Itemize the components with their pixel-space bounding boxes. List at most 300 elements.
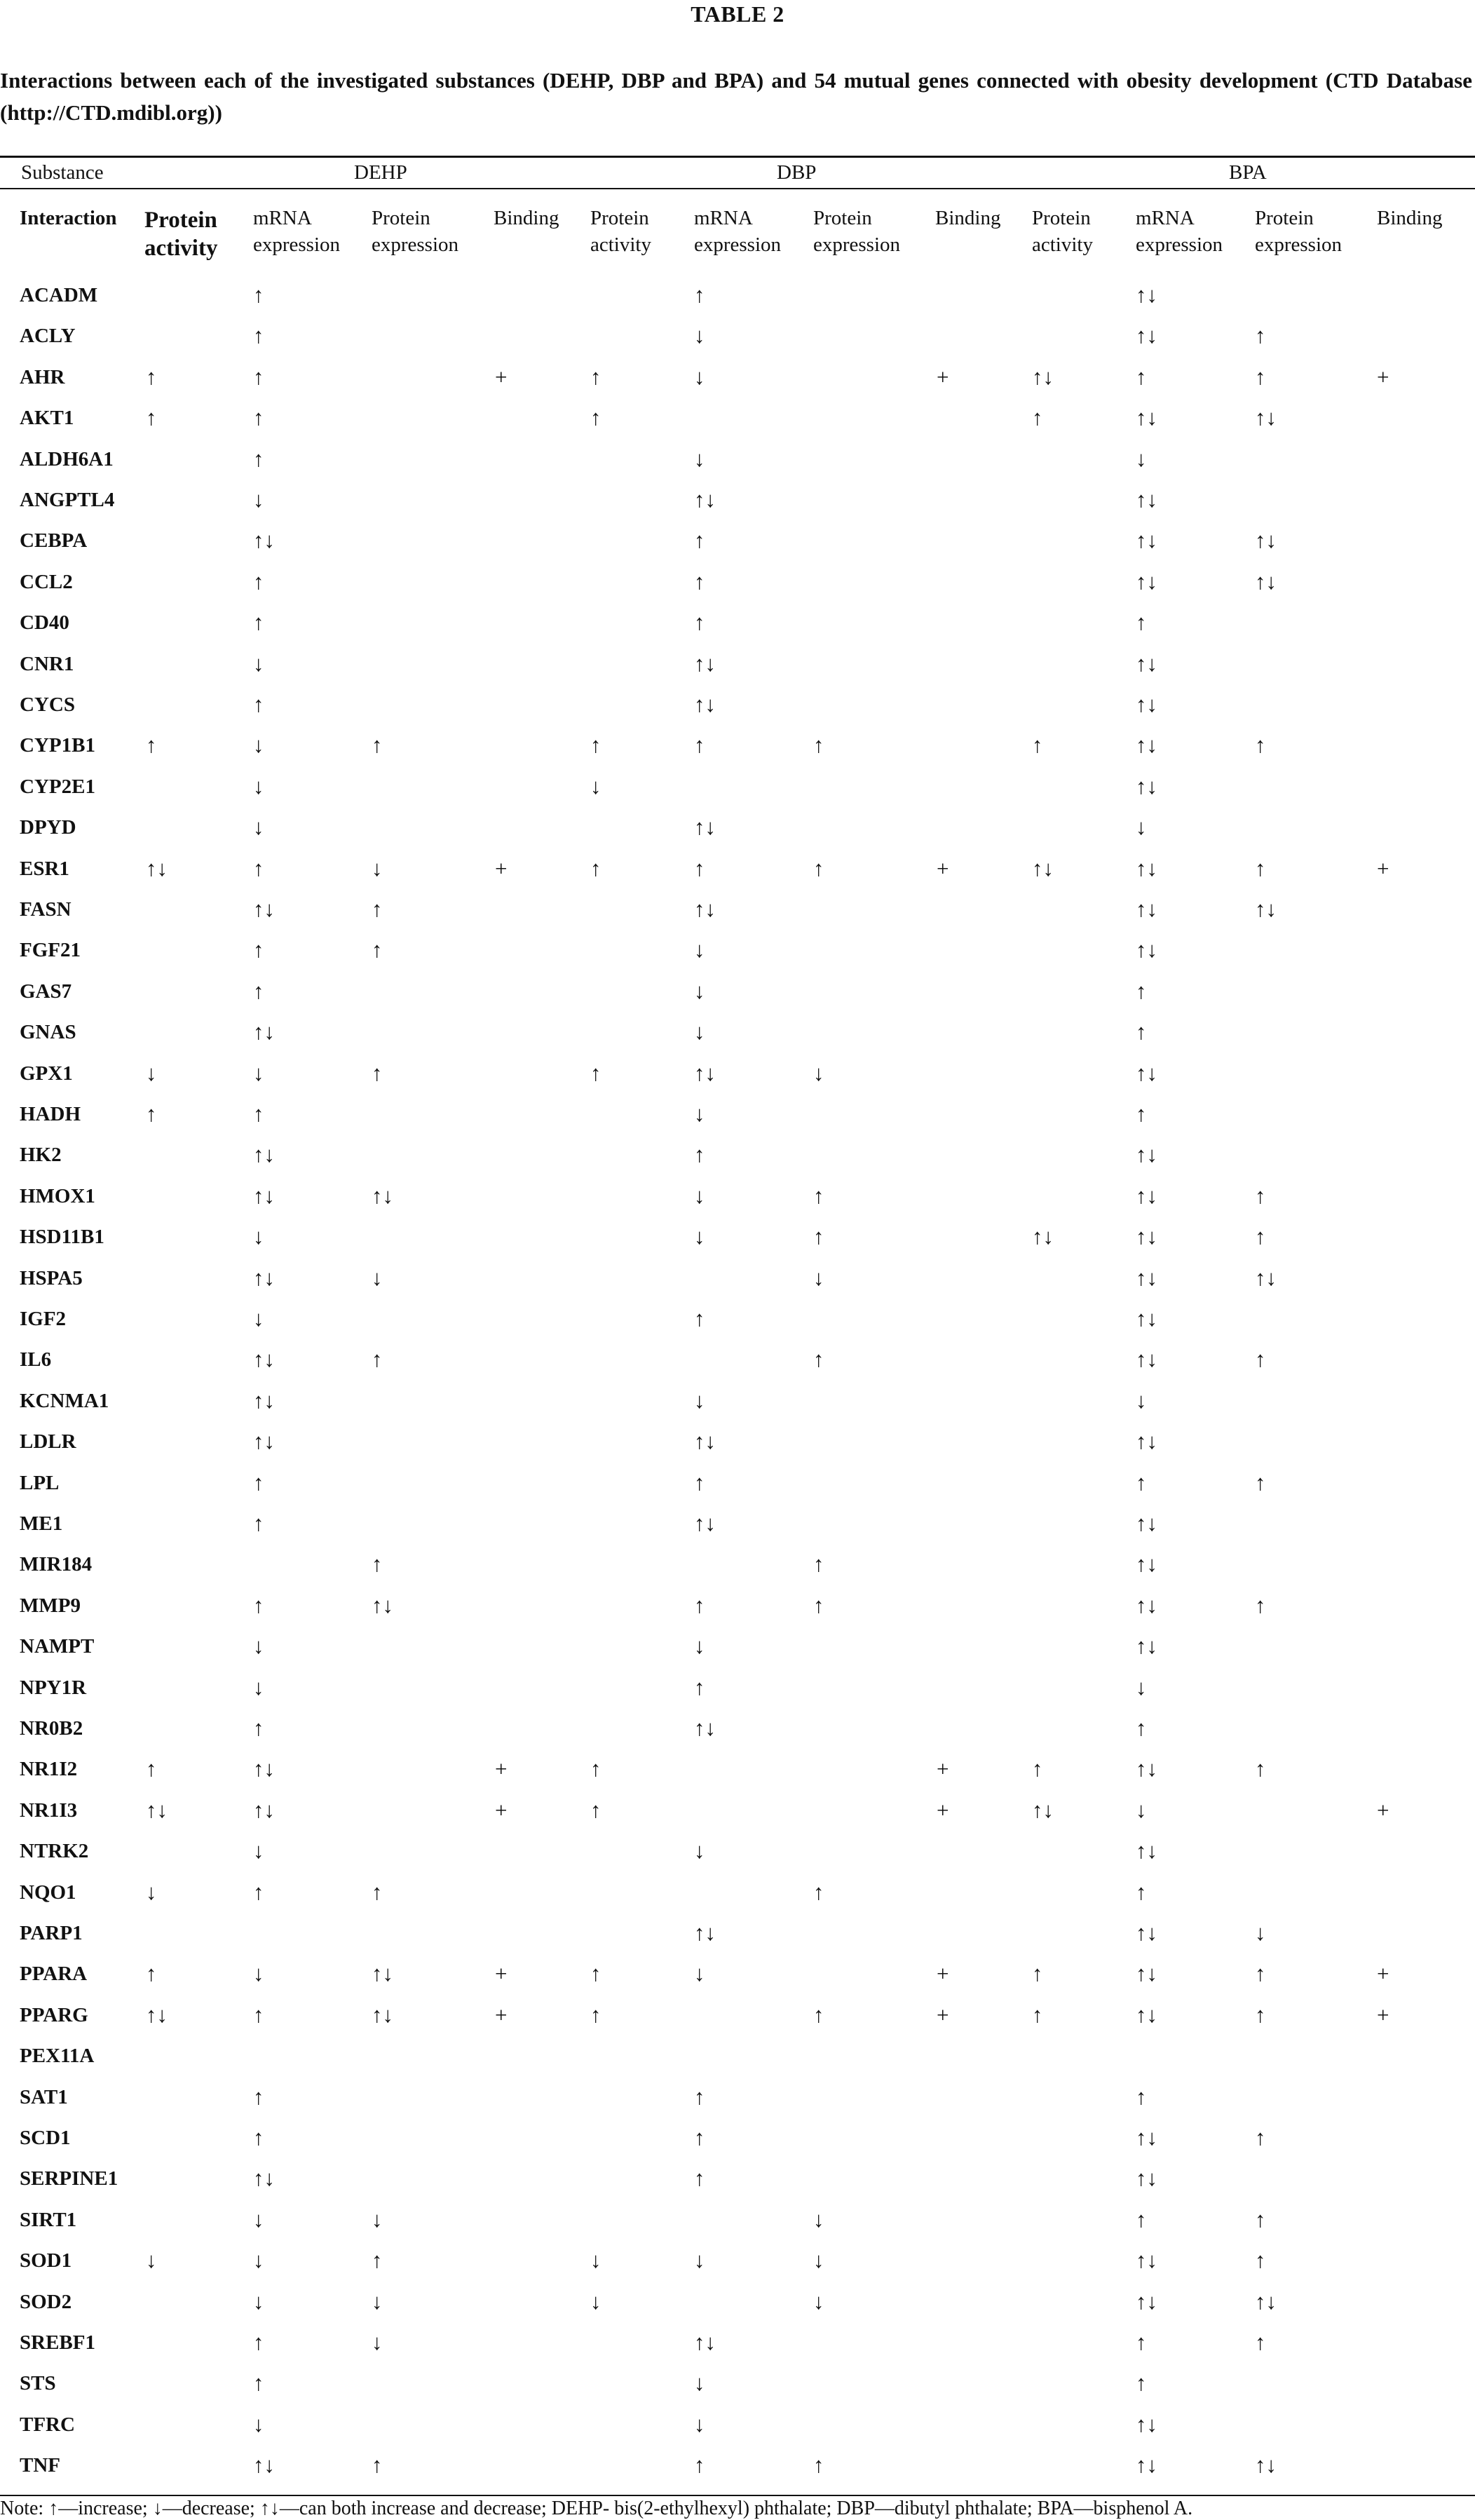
- table-cell: ↑↓: [1032, 1224, 1054, 1249]
- gene-name: FASN: [20, 898, 72, 921]
- table-row: [0, 1995, 1475, 2035]
- group-header-dbp: DBP: [777, 161, 817, 184]
- table-cell: ↓: [590, 2289, 601, 2314]
- table-cell: ↑: [1255, 2002, 1266, 2027]
- table-cell: ↑↓: [1136, 897, 1157, 921]
- table-cell: ↑: [253, 692, 264, 717]
- table-cell: ↓: [253, 487, 264, 512]
- table-cell: ↑: [253, 937, 264, 963]
- table-cell: ↑↓: [253, 2453, 275, 2478]
- table-cell: ↑: [253, 1102, 264, 1126]
- gene-name: NAMPT: [20, 1635, 95, 1658]
- table-cell: ↑↓: [1136, 1552, 1157, 1577]
- table-row: [0, 480, 1475, 520]
- table-cell: ↑: [813, 855, 824, 881]
- table-cell: ↓: [253, 2411, 264, 2437]
- table-cell: ↑↓: [1136, 2411, 1157, 2437]
- table-cell: ↑: [694, 2084, 705, 2109]
- table-cell: ↑: [694, 2125, 705, 2150]
- table-cell: ↑↓: [1136, 1838, 1157, 1864]
- table-cell: ↑: [1136, 364, 1147, 389]
- table-cell: ↑: [253, 610, 264, 635]
- table-cell: +: [495, 855, 508, 881]
- table-cell: ↑: [590, 364, 601, 389]
- table-row: [0, 398, 1475, 438]
- table-cell: ↑: [253, 1511, 264, 1536]
- table-cell: ↑: [146, 733, 157, 758]
- table-cell: ↑: [1136, 1019, 1147, 1045]
- table-cell: ↑↓: [253, 1388, 275, 1413]
- table-cell: ↑↓: [1136, 1224, 1157, 1249]
- table-cell: ↑↓: [1032, 364, 1054, 389]
- gene-name: LPL: [20, 1471, 60, 1494]
- table-cell: ↓: [253, 733, 264, 758]
- table-cell: ↑: [1136, 978, 1147, 1003]
- table-cell: ↑: [813, 1879, 824, 1904]
- gene-name: KCNMA1: [20, 1389, 109, 1412]
- table-cell: ↑: [1255, 2207, 1266, 2232]
- table-row: [0, 2240, 1475, 2281]
- table-row: [0, 2035, 1475, 2076]
- table-cell: ↑↓: [1136, 692, 1157, 717]
- table-cell: ↑↓: [694, 897, 716, 921]
- table-cell: ↑↓: [146, 855, 168, 881]
- gene-name: HSPA5: [20, 1266, 83, 1289]
- gene-name: PPARA: [20, 1963, 88, 1986]
- table-cell: ↑↓: [1136, 2453, 1157, 2478]
- table-cell: ↓: [694, 1388, 705, 1413]
- table-cell: ↓: [253, 1306, 264, 1331]
- table-cell: ↑↓: [1136, 855, 1157, 881]
- table-cell: ↑↓: [1136, 937, 1157, 963]
- col-header-dehp-mrna-expression: mRNA expression: [253, 207, 341, 256]
- table-cell: ↑↓: [694, 692, 716, 717]
- table-cell: ↑: [1136, 1879, 1147, 1904]
- table-cell: ↑: [1255, 855, 1266, 881]
- gene-name: AHR: [20, 365, 65, 388]
- table-cell: ↑↓: [1136, 1060, 1157, 1085]
- gene-name: CCL2: [20, 570, 73, 593]
- gene-name: SAT1: [20, 2085, 68, 2108]
- table-cell: ↑↓: [1136, 528, 1157, 553]
- table-row: [0, 1708, 1475, 1749]
- table-cell: ↑: [813, 2453, 824, 2478]
- table-cell: ↑: [1136, 2330, 1147, 2355]
- table-cell: ↑↓: [1136, 2166, 1157, 2191]
- table-cell: ↑↓: [253, 1019, 275, 1045]
- gene-name: ALDH6A1: [20, 447, 114, 470]
- table-row: [0, 1421, 1475, 1462]
- table-row: [0, 275, 1475, 316]
- table-cell: ↑: [590, 1797, 601, 1822]
- table-cell: ↑↓: [1136, 733, 1157, 758]
- gene-name: PARP1: [20, 1922, 83, 1944]
- table-cell: ↑↓: [253, 1265, 275, 1290]
- table-cell: ↓: [1136, 1797, 1147, 1822]
- table-cell: ↑: [1255, 1347, 1266, 1372]
- table-row: [0, 2404, 1475, 2445]
- gene-name: ACADM: [20, 284, 98, 306]
- gene-name: HSD11B1: [20, 1226, 104, 1249]
- table-cell: ↓: [253, 1961, 264, 1986]
- table-cell: ↑: [1255, 1756, 1266, 1782]
- col-header-bpa-protein-expression: Protein expression: [1255, 207, 1343, 256]
- table-cell: ↑: [590, 1756, 601, 1782]
- gene-name: GAS7: [20, 980, 72, 1003]
- table-cell: ↓: [253, 773, 264, 799]
- table-row: [0, 1626, 1475, 1667]
- table-cell: ↑: [590, 733, 601, 758]
- table-cell: ↑↓: [1136, 487, 1157, 512]
- table-cell: ↑: [253, 855, 264, 881]
- table-cell: ↑↓: [1255, 528, 1277, 553]
- substance-header: Substance: [21, 161, 104, 184]
- table-cell: ↑: [694, 283, 705, 307]
- gene-name: IGF2: [20, 1308, 67, 1330]
- table-cell: ↑↓: [146, 1797, 168, 1822]
- table-cell: ↑: [694, 855, 705, 881]
- table-row: [0, 1585, 1475, 1626]
- table-cell: ↑: [253, 1879, 264, 1904]
- table-row: [0, 1544, 1475, 1585]
- table-cell: ↑: [253, 978, 264, 1003]
- table-cell: ↑: [253, 1470, 264, 1495]
- table-cell: ↑: [253, 283, 264, 307]
- table-cell: ↑: [253, 569, 264, 594]
- table-row: [0, 644, 1475, 684]
- table-row: [0, 1913, 1475, 1953]
- gene-name: GPX1: [20, 1062, 73, 1085]
- table-cell: ↑↓: [1136, 1961, 1157, 1986]
- table-cell: ↓: [1136, 446, 1147, 471]
- table-row: [0, 1872, 1475, 1913]
- table-cell: ↓: [372, 2289, 383, 2314]
- table-cell: ↑: [1136, 2371, 1147, 2396]
- table-cell: ↑↓: [1136, 283, 1157, 307]
- table-cell: ↑↓: [1136, 1921, 1157, 1945]
- table-cell: ↑↓: [1136, 1347, 1157, 1372]
- table-row: [0, 1831, 1475, 1871]
- table-cell: ↑↓: [253, 1183, 275, 1208]
- table-row: [0, 2322, 1475, 2363]
- table-cell: ↑: [1136, 1102, 1147, 1126]
- table-cell: ↑: [253, 2371, 264, 2396]
- table-cell: ↓: [1136, 1388, 1147, 1413]
- table-cell: ↑↓: [1136, 2002, 1157, 2027]
- gene-name: PPARG: [20, 2003, 88, 2026]
- gene-name: SERPINE1: [20, 2167, 118, 2190]
- table-cell: ↑↓: [253, 2166, 275, 2191]
- gene-name: ESR1: [20, 857, 69, 880]
- table-cell: +: [1377, 1961, 1389, 1986]
- col-header-dehp-protein-expression: Protein expression: [372, 207, 459, 256]
- table-cell: +: [1377, 364, 1389, 389]
- table-cell: ↓: [813, 1060, 824, 1085]
- table-cell: ↑: [146, 1756, 157, 1782]
- table-cell: ↑↓: [1136, 1183, 1157, 1208]
- table-cell: ↑↓: [1136, 569, 1157, 594]
- table-cell: ↑↓: [1136, 323, 1157, 348]
- table-row: [0, 2200, 1475, 2240]
- table-row: [0, 357, 1475, 398]
- table-cell: ↑: [1032, 733, 1043, 758]
- table-cell: ↑↓: [1255, 1265, 1277, 1290]
- table-row: [0, 2118, 1475, 2158]
- table-cell: ↓: [694, 1183, 705, 1208]
- table-row: [0, 889, 1475, 930]
- table-cell: ↑: [372, 2248, 383, 2273]
- table-cell: ↑: [1136, 1716, 1147, 1740]
- table-cell: ↑: [372, 1879, 383, 1904]
- table-cell: ↓: [253, 2248, 264, 2273]
- table-cell: ↓: [694, 2411, 705, 2437]
- col-header-dbp-binding: Binding: [935, 207, 1001, 229]
- table-cell: ↑: [1255, 364, 1266, 389]
- table-cell: +: [1377, 2002, 1389, 2027]
- table-row: [0, 602, 1475, 643]
- gene-name: ANGPTL4: [20, 489, 115, 511]
- table-cell: ↓: [146, 1879, 157, 1904]
- table-cell: ↓: [694, 1961, 705, 1986]
- table-cell: ↑: [694, 2166, 705, 2191]
- table-cell: ↑↓: [1136, 2125, 1157, 2150]
- table-row: [0, 2445, 1475, 2486]
- group-header-dehp: DEHP: [354, 161, 407, 184]
- table-cell: ↑↓: [372, 1961, 393, 1986]
- table-cell: ↑: [253, 2125, 264, 2150]
- table-cell: ↑: [590, 1961, 601, 1986]
- table-row: [0, 1053, 1475, 1094]
- table-cell: ↑: [1255, 2125, 1266, 2150]
- table-cell: ↑: [372, 2453, 383, 2478]
- gene-name: NTRK2: [20, 1840, 89, 1863]
- table-row: [0, 1258, 1475, 1299]
- table-cell: ↑: [146, 1961, 157, 1986]
- table-cell: ↑↓: [1136, 773, 1157, 799]
- table-cell: ↑: [1255, 733, 1266, 758]
- table-caption: Interactions between each of the investigated substances (DEHP, DBP and BPA) and 54 mutual genes connected with obesity development (CTD Database (http://CTD.mdibl.org)): [0, 68, 1472, 125]
- table-cell: ↑: [590, 1060, 601, 1085]
- table-cell: ↑: [1255, 2330, 1266, 2355]
- table-note: Note: ↑—increase; ↓—decrease; ↑↓—can both increase and decrease; DEHP- bis(2-ethylhexyl) phthalate; DBP—dibutyl phthalate; BPA—bisphenol A.: [0, 2498, 1193, 2519]
- table-cell: +: [1377, 1797, 1389, 1822]
- interaction-header: Interaction: [20, 207, 117, 229]
- table-row: [0, 1503, 1475, 1544]
- table-cell: ↑↓: [1136, 2289, 1157, 2314]
- table-cell: ↓: [694, 364, 705, 389]
- table-cell: ↓: [146, 2248, 157, 2273]
- table-cell: ↑: [146, 364, 157, 389]
- table-cell: ↓: [1136, 815, 1147, 840]
- table-cell: ↓: [694, 937, 705, 963]
- gene-name: SOD1: [20, 2249, 72, 2272]
- col-header-bpa-protein-activity: Protein activity: [1032, 207, 1093, 256]
- table-cell: ↓: [813, 2207, 824, 2232]
- table-cell: ↑: [1032, 1756, 1043, 1782]
- table-cell: ↑↓: [694, 651, 716, 676]
- table-row: [0, 2282, 1475, 2322]
- table-cell: ↓: [253, 1838, 264, 1864]
- gene-name: SIRT1: [20, 2208, 77, 2231]
- gene-name: GNAS: [20, 1021, 76, 1044]
- table-cell: ↑↓: [1136, 1756, 1157, 1782]
- table-cell: ↑: [253, 446, 264, 471]
- gene-name: AKT1: [20, 407, 74, 430]
- table-cell: ↑: [372, 1552, 383, 1577]
- table-cell: ↑: [1255, 1961, 1266, 1986]
- table-cell: ↑↓: [1136, 1142, 1157, 1167]
- table-cell: +: [495, 2002, 508, 2027]
- table-cell: ↑: [253, 1592, 264, 1618]
- table-row: [0, 1134, 1475, 1175]
- gene-name: HMOX1: [20, 1184, 95, 1207]
- table-cell: ↑: [253, 2084, 264, 2109]
- table-cell: ↑↓: [1136, 1306, 1157, 1331]
- table-cell: ↓: [813, 2289, 824, 2314]
- table-cell: ↓: [253, 1060, 264, 1085]
- table-cell: +: [937, 1797, 949, 1822]
- table-cell: ↑↓: [372, 2002, 393, 2027]
- table-cell: ↓: [694, 446, 705, 471]
- table-cell: ↓: [694, 1019, 705, 1045]
- table-cell: ↑: [813, 1183, 824, 1208]
- table-cell: ↑↓: [694, 815, 716, 840]
- table-cell: ↓: [694, 978, 705, 1003]
- table-cell: ↑↓: [1255, 2453, 1277, 2478]
- table-cell: ↑: [1255, 1470, 1266, 1495]
- table-row: [0, 725, 1475, 766]
- gene-name: CYP1B1: [20, 734, 95, 757]
- gene-name: MMP9: [20, 1594, 81, 1617]
- table-row: [0, 520, 1475, 561]
- table-cell: ↓: [1255, 1921, 1266, 1945]
- table-row: [0, 1381, 1475, 1421]
- table-row: [0, 2158, 1475, 2199]
- gene-name: CYCS: [20, 693, 75, 716]
- table-cell: ↑↓: [1136, 651, 1157, 676]
- table-cell: ↑↓: [253, 1756, 275, 1782]
- table-cell: ↑: [253, 2330, 264, 2355]
- table-cell: ↓: [590, 2248, 601, 2273]
- table-cell: ↑: [1255, 1592, 1266, 1618]
- gene-name: ACLY: [20, 325, 76, 348]
- table-cell: ↑↓: [372, 1183, 393, 1208]
- gene-name: SREBF1: [20, 2331, 95, 2354]
- table-cell: +: [495, 1961, 508, 1986]
- table-cell: ↑↓: [1032, 855, 1054, 881]
- table-cell: ↑↓: [1136, 2248, 1157, 2273]
- gene-name: NPY1R: [20, 1676, 87, 1699]
- table-cell: ↓: [253, 2289, 264, 2314]
- table-cell: ↓: [253, 2207, 264, 2232]
- col-header-dehp-protein-activity: Protein activity: [144, 208, 218, 261]
- table-row: [0, 2363, 1475, 2404]
- table-cell: +: [495, 364, 508, 389]
- table-cell: ↑: [694, 1674, 705, 1700]
- gene-name: NR0B2: [20, 1717, 83, 1740]
- table-cell: ↑: [1255, 1224, 1266, 1249]
- table-cell: ↓: [253, 1634, 264, 1659]
- table-cell: ↑: [813, 1347, 824, 1372]
- bottom-rule: [0, 2495, 1475, 2496]
- table-cell: ↑: [694, 569, 705, 594]
- table-cell: ↑: [813, 1552, 824, 1577]
- table-cell: ↓: [813, 2248, 824, 2273]
- gene-name: PEX11A: [20, 2045, 95, 2068]
- table-cell: ↑↓: [694, 1921, 716, 1945]
- table-cell: ↑↓: [1136, 1265, 1157, 1290]
- table-cell: ↑↓: [1136, 1429, 1157, 1454]
- table-cell: ↓: [372, 855, 383, 881]
- table-cell: ↓: [253, 651, 264, 676]
- gene-name: CD40: [20, 611, 69, 635]
- table-cell: ↑: [253, 364, 264, 389]
- gene-name: IL6: [20, 1348, 52, 1371]
- table-cell: ↑: [372, 1347, 383, 1372]
- table-row: [0, 1339, 1475, 1380]
- table-row: [0, 1176, 1475, 1217]
- table-cell: +: [1377, 855, 1389, 881]
- table-cell: ↓: [694, 1634, 705, 1659]
- table-row: [0, 1217, 1475, 1257]
- gene-name: CEBPA: [20, 529, 88, 553]
- table-cell: ↑: [694, 528, 705, 553]
- table-cell: +: [495, 1756, 508, 1782]
- table-cell: ↓: [694, 2371, 705, 2396]
- col-header-dehp-binding: Binding: [494, 207, 559, 229]
- table-cell: +: [937, 1961, 949, 1986]
- table-cell: +: [937, 855, 949, 881]
- table-cell: ↓: [694, 1102, 705, 1126]
- col-header-bpa-mrna-expression: mRNA expression: [1136, 207, 1223, 256]
- table-cell: ↑: [590, 2002, 601, 2027]
- table-cell: ↓: [694, 1838, 705, 1864]
- table-row: [0, 930, 1475, 970]
- gene-name: HADH: [20, 1103, 81, 1125]
- gene-name: MIR184: [20, 1553, 93, 1576]
- table-cell: ↑↓: [253, 528, 275, 553]
- table-cell: ↑↓: [1136, 405, 1157, 431]
- table-cell: ↓: [372, 2330, 383, 2355]
- table-cell: ↑: [694, 1142, 705, 1167]
- table-cell: ↑: [1136, 610, 1147, 635]
- table-cell: ↓: [590, 773, 601, 799]
- gene-name: NQO1: [20, 1881, 76, 1904]
- table-row: [0, 1749, 1475, 1789]
- table-cell: ↑↓: [694, 1060, 716, 1085]
- table-row: [0, 1012, 1475, 1052]
- table-row: [0, 562, 1475, 602]
- table-cell: ↑: [813, 1592, 824, 1618]
- table-row: [0, 1790, 1475, 1831]
- col-header-dbp-protein-activity: Protein activity: [590, 207, 651, 256]
- top-rule: [0, 156, 1475, 158]
- table-cell: ↓: [253, 1224, 264, 1249]
- table-cell: ↑↓: [253, 897, 275, 921]
- table-cell: ↑: [813, 2002, 824, 2027]
- table-cell: ↑↓: [1136, 1634, 1157, 1659]
- table-cell: ↑↓: [1136, 1511, 1157, 1536]
- table-cell: ↑↓: [694, 1511, 716, 1536]
- gene-name: FGF21: [20, 939, 81, 962]
- table-cell: +: [937, 364, 949, 389]
- table-row: [0, 684, 1475, 725]
- table-cell: ↑: [694, 2453, 705, 2478]
- table-cell: ↑↓: [694, 487, 716, 512]
- table-cell: ↑: [372, 1060, 383, 1085]
- table-cell: ↑: [1255, 323, 1266, 348]
- table-cell: ↑↓: [694, 1716, 716, 1740]
